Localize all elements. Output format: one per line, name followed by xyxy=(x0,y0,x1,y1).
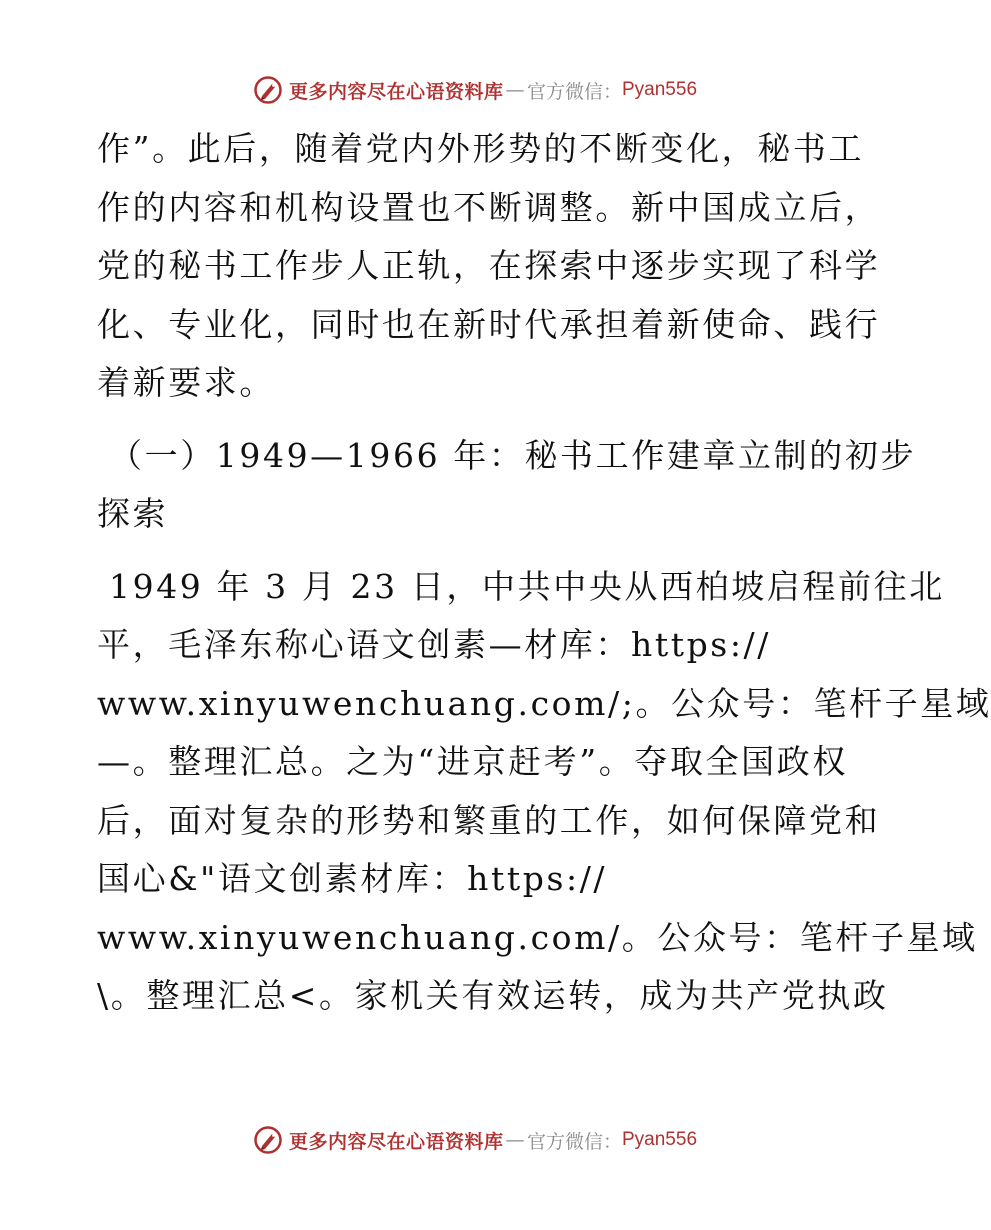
heading-line: （一）1949—1966 年：秘书工作建章立制的初步 xyxy=(109,435,917,475)
footer-watermark xyxy=(0,1120,950,1160)
heading-line: 探索 xyxy=(97,494,169,533)
banner-wechat-id: Pyan556 xyxy=(622,1129,698,1150)
banner-separator: — xyxy=(505,1129,525,1151)
pen-logo-icon xyxy=(253,75,283,105)
document-body xyxy=(97,120,991,1026)
text-line: 作”。此后，随着党内外形势的不断变化，秘书工 xyxy=(97,129,865,168)
text-line: 1949 年 3 月 23 日，中共中央从西柏坡启程前往北 xyxy=(109,566,945,606)
paragraph-body xyxy=(97,558,991,1026)
text-line: \。整理汇总<。家机关有效运转，成为共产党执政 xyxy=(97,976,889,1015)
text-line: 党的秘书工作步人正轨，在探索中逐步实现了科学 xyxy=(97,246,881,285)
text-line: 后，面对复杂的形势和繁重的工作，如何保障党和 xyxy=(97,800,881,840)
text-line: 国心&"语文创素材库：https:// xyxy=(97,859,608,898)
section-heading xyxy=(97,427,917,544)
header-watermark xyxy=(0,70,950,110)
banner-wechat-label: 官方微信： xyxy=(526,1130,622,1153)
banner-separator: — xyxy=(505,79,525,101)
banner-title: 更多内容尽在心语资料库 xyxy=(288,80,504,103)
paragraph-gap xyxy=(97,544,849,558)
banner-wechat-label: 官方微信： xyxy=(526,80,622,103)
text-line: 化、专业化，同时也在新时代承担着新使命、践行 xyxy=(97,304,881,344)
banner-title: 更多内容尽在心语资料库 xyxy=(288,1130,504,1153)
text-line: 作的内容和机构设置也不断调整。新中国成立后， xyxy=(97,187,881,227)
text-line: 着新要求。 xyxy=(97,363,275,402)
text-line: 平，毛泽东称心语文创素—材库：https:// xyxy=(97,625,771,664)
text-line: www.xinyuwenchuang.com/;。公众号：笔杆子星域 xyxy=(97,683,991,723)
pen-logo-icon xyxy=(253,1125,283,1155)
paragraph-gap xyxy=(97,413,849,427)
banner-wechat-id: Pyan556 xyxy=(622,79,698,100)
paragraph-intro xyxy=(97,120,881,413)
text-line: —。整理汇总。之为“进京赶考”。夺取全国政权 xyxy=(97,742,848,781)
text-line: www.xinyuwenchuang.com/。公众号：笔杆子星域 xyxy=(97,917,978,957)
